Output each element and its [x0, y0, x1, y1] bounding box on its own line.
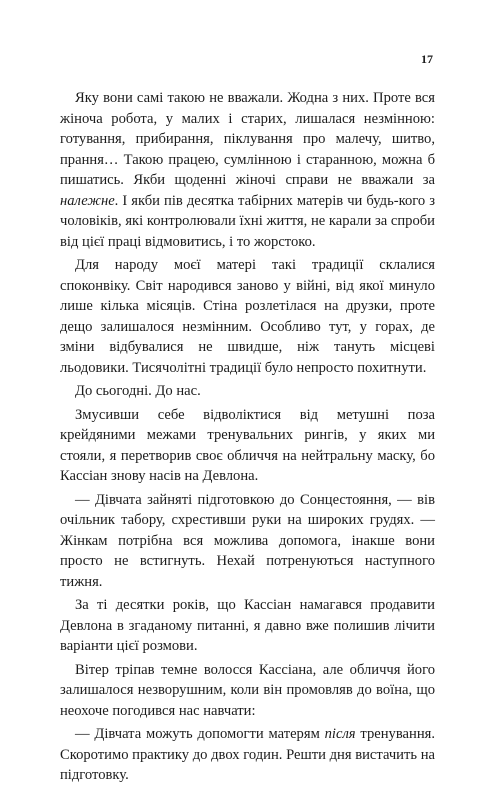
paragraph: — Дівчата зайняті підготовкою до Сонцестояння, — вів очільник табору, схрестивши руки на широких грудях. — Жінкам потрібна вся можлива допомога, інакше вони просто не встигнуть. Нехай потренуються наступного тижня. [60, 491, 435, 590]
paragraph: Для народу моєї матері такі традиції склалися споконвіку. Світ народився заново у війні, від якої минуло лише кілька місяців. Стіна розлетілася на друзки, проте дещо залишалося незмінним. Особливо тут, у горах, де зміни відбувалися не швидше, ніж тануть місцеві льодовики. Тисячолітні традиції було непросто похитнути. [60, 257, 435, 376]
paragraph: Змусивши себе відволіктися від метушні поза крейдяними межами тренувальних рингів, у яких ми стояли, я перетворив своє обличчя на нейтральну маску, бо Кассіан знову насів на Девлона. [60, 406, 435, 484]
page-number: 17 [421, 52, 433, 66]
paragraph: До сьогодні. До нас. [75, 383, 201, 399]
paragraph: За ті десятки років, що Кассіан намагався продавити Девлона в згаданому питанні, я давно вже полишив лічити варіанти цієї розмови. [60, 597, 435, 654]
emphasis: належне [60, 192, 115, 209]
paragraph: — Дівчата можуть допомогти матерям після тренування. Скоротимо практику до двох годин. Решти дня вистачить на підготовку. [60, 726, 435, 783]
body-text [60, 88, 435, 786]
paragraph: Вітер тріпав темне волосся Кассіана, але обличчя його залишалося незворушним, коли він промовляв до воїна, що неохоче погодився нас навчати: [60, 661, 435, 719]
paragraph: Яку вони самі такою не вважали. Жодна з них. Проте вся жіноча робота, у малих і старих, лишалася незмінною: готування, прибирання, піклування про малечу, шитво, прання… Такою працею, сумлінною і старанною, можна б пишатись. Якби щоденні жіночі справи не вважали за належне. І якби пів десятка табірних матерів чи будь-кого з чоловіків, які контролювали їхні життя, не карали за спроби від цієї праці відмовитись, і то жорстоко. [60, 90, 435, 250]
emphasis: після [324, 726, 356, 742]
